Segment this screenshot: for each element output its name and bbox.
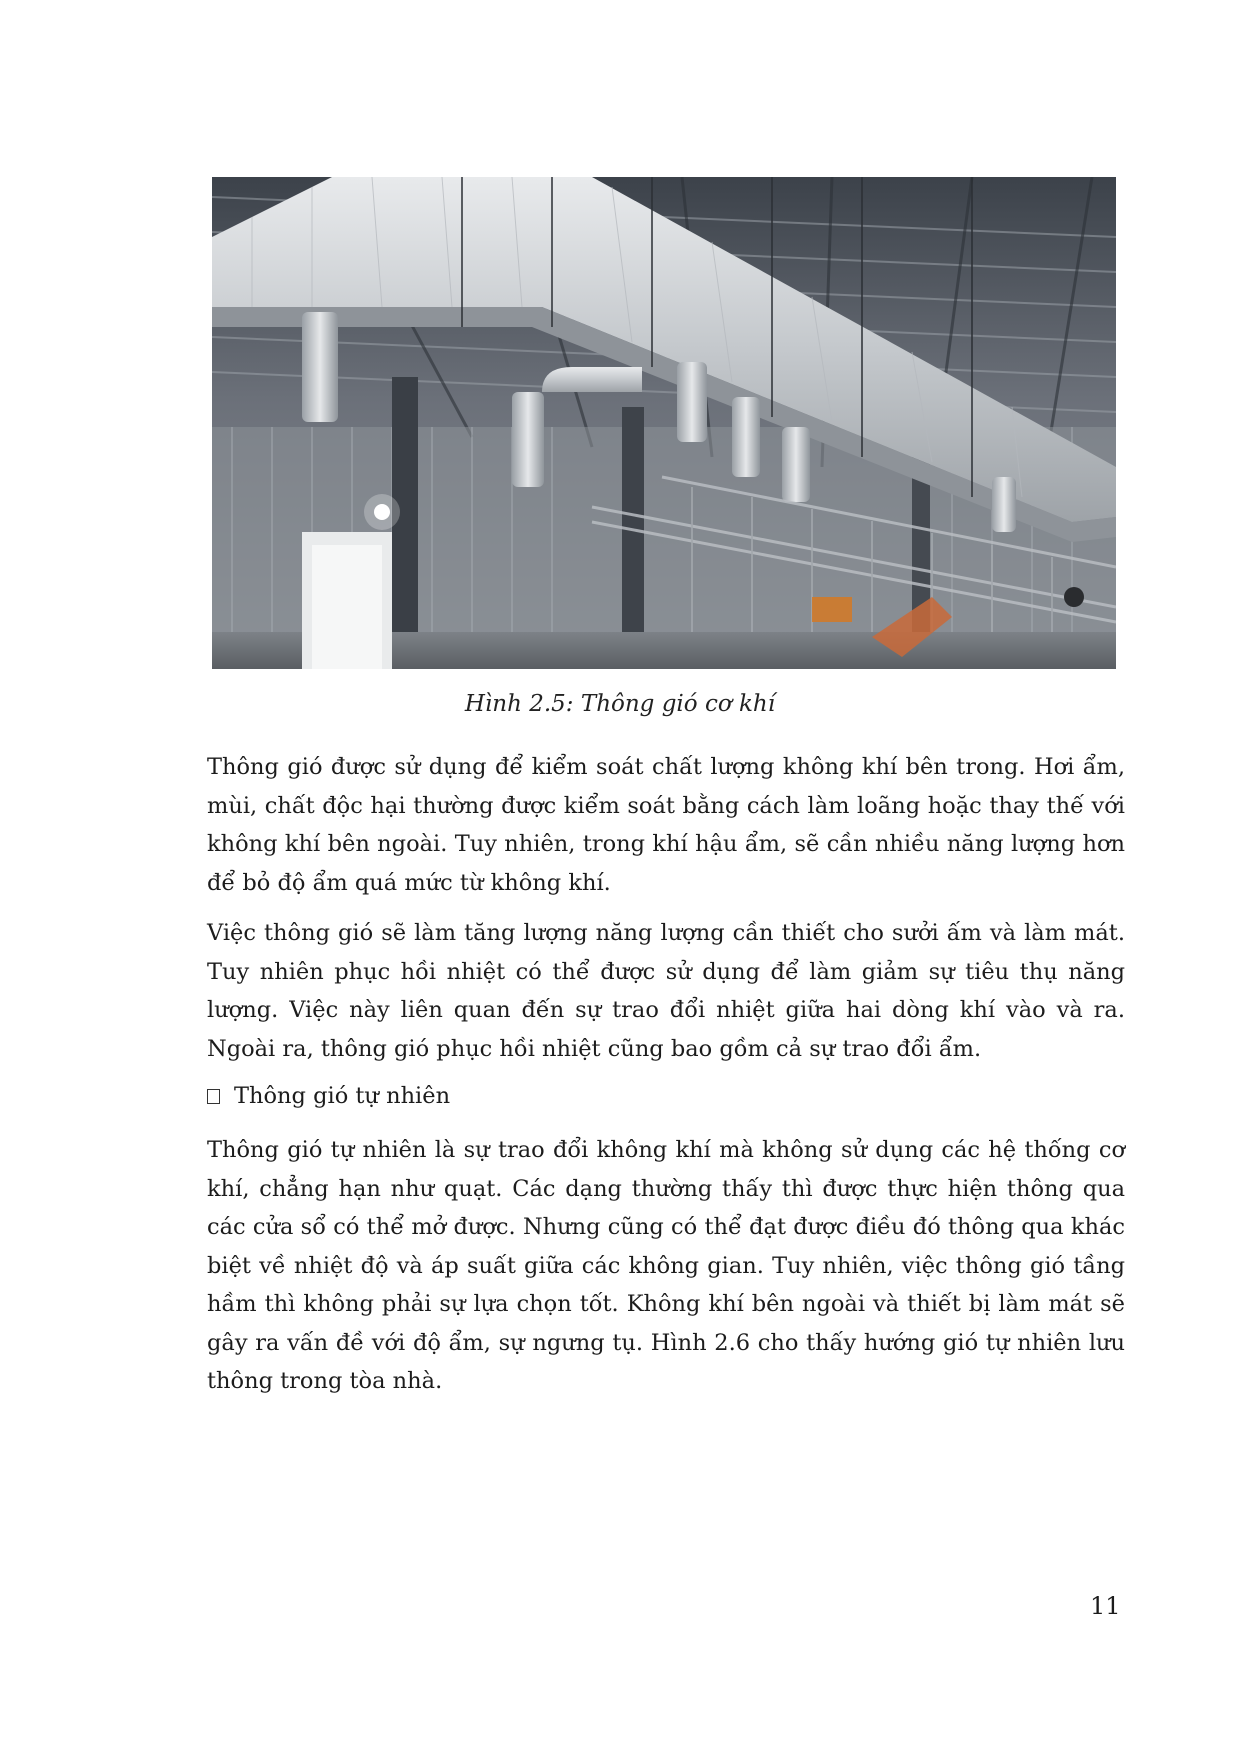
paragraph-heat-recovery: Việc thông gió sẽ làm tăng lượng năng lượng cần thiết cho sưởi ấm và làm mát. Tuy nhiên phục hồi nhiệt có thể được sử dụng để làm giảm sự tiêu thụ năng lượng. Việc này liên quan đến sự trao đổi nhiệt giữa hai dòng khí vào và ra. Ngoài ra, thông gió phục hồi nhiệt cũng bao gồm cả sự trao đổi ẩm. (207, 920, 1125, 1062)
figure-caption: Hình 2.5: Thông gió cơ khí (464, 691, 776, 717)
checkbox-bullet-icon (207, 1089, 220, 1104)
paragraph-natural-ventilation: Thông gió tự nhiên là sự trao đổi không khí mà không sử dụng các hệ thống cơ khí, chẳng hạn như quạt. Các dạng thường thấy thì được thực hiện thông qua các cửa sổ có thể mở được. Nhưng cũng có thể đạt được điều đó thông qua khác biệt về nhiệt độ và áp suất giữa các không gian. Tuy nhiên, việc thông gió tầng hầm thì không phải sự lựa chọn tốt. Không khí bên ngoài và thiết bị làm mát sẽ gây ra vấn đề với độ ẩm, sự ngưng tụ. Hình 2.6 cho thấy hướng gió tự nhiên lưu thông trong tòa nhà. (207, 1137, 1125, 1394)
section-heading-natural-ventilation (207, 1077, 450, 1115)
ventilation-ducts-image (212, 177, 1116, 669)
figure-mechanical-ventilation-photo (212, 177, 1116, 669)
section-heading-text: Thông gió tự nhiên (234, 1083, 451, 1109)
page-number: 11 (1090, 1592, 1121, 1620)
paragraph-ventilation-air-quality: Thông gió được sử dụng để kiểm soát chất lượng không khí bên trong. Hơi ẩm, mùi, chất độc hại thường được kiểm soát bằng cách làm loãng hoặc thay thế với không khí bên ngoài. Tuy nhiên, trong khí hậu ẩm, sẽ cần nhiều năng lượng hơn để bỏ độ ẩm quá mức từ không khí. (207, 754, 1125, 896)
